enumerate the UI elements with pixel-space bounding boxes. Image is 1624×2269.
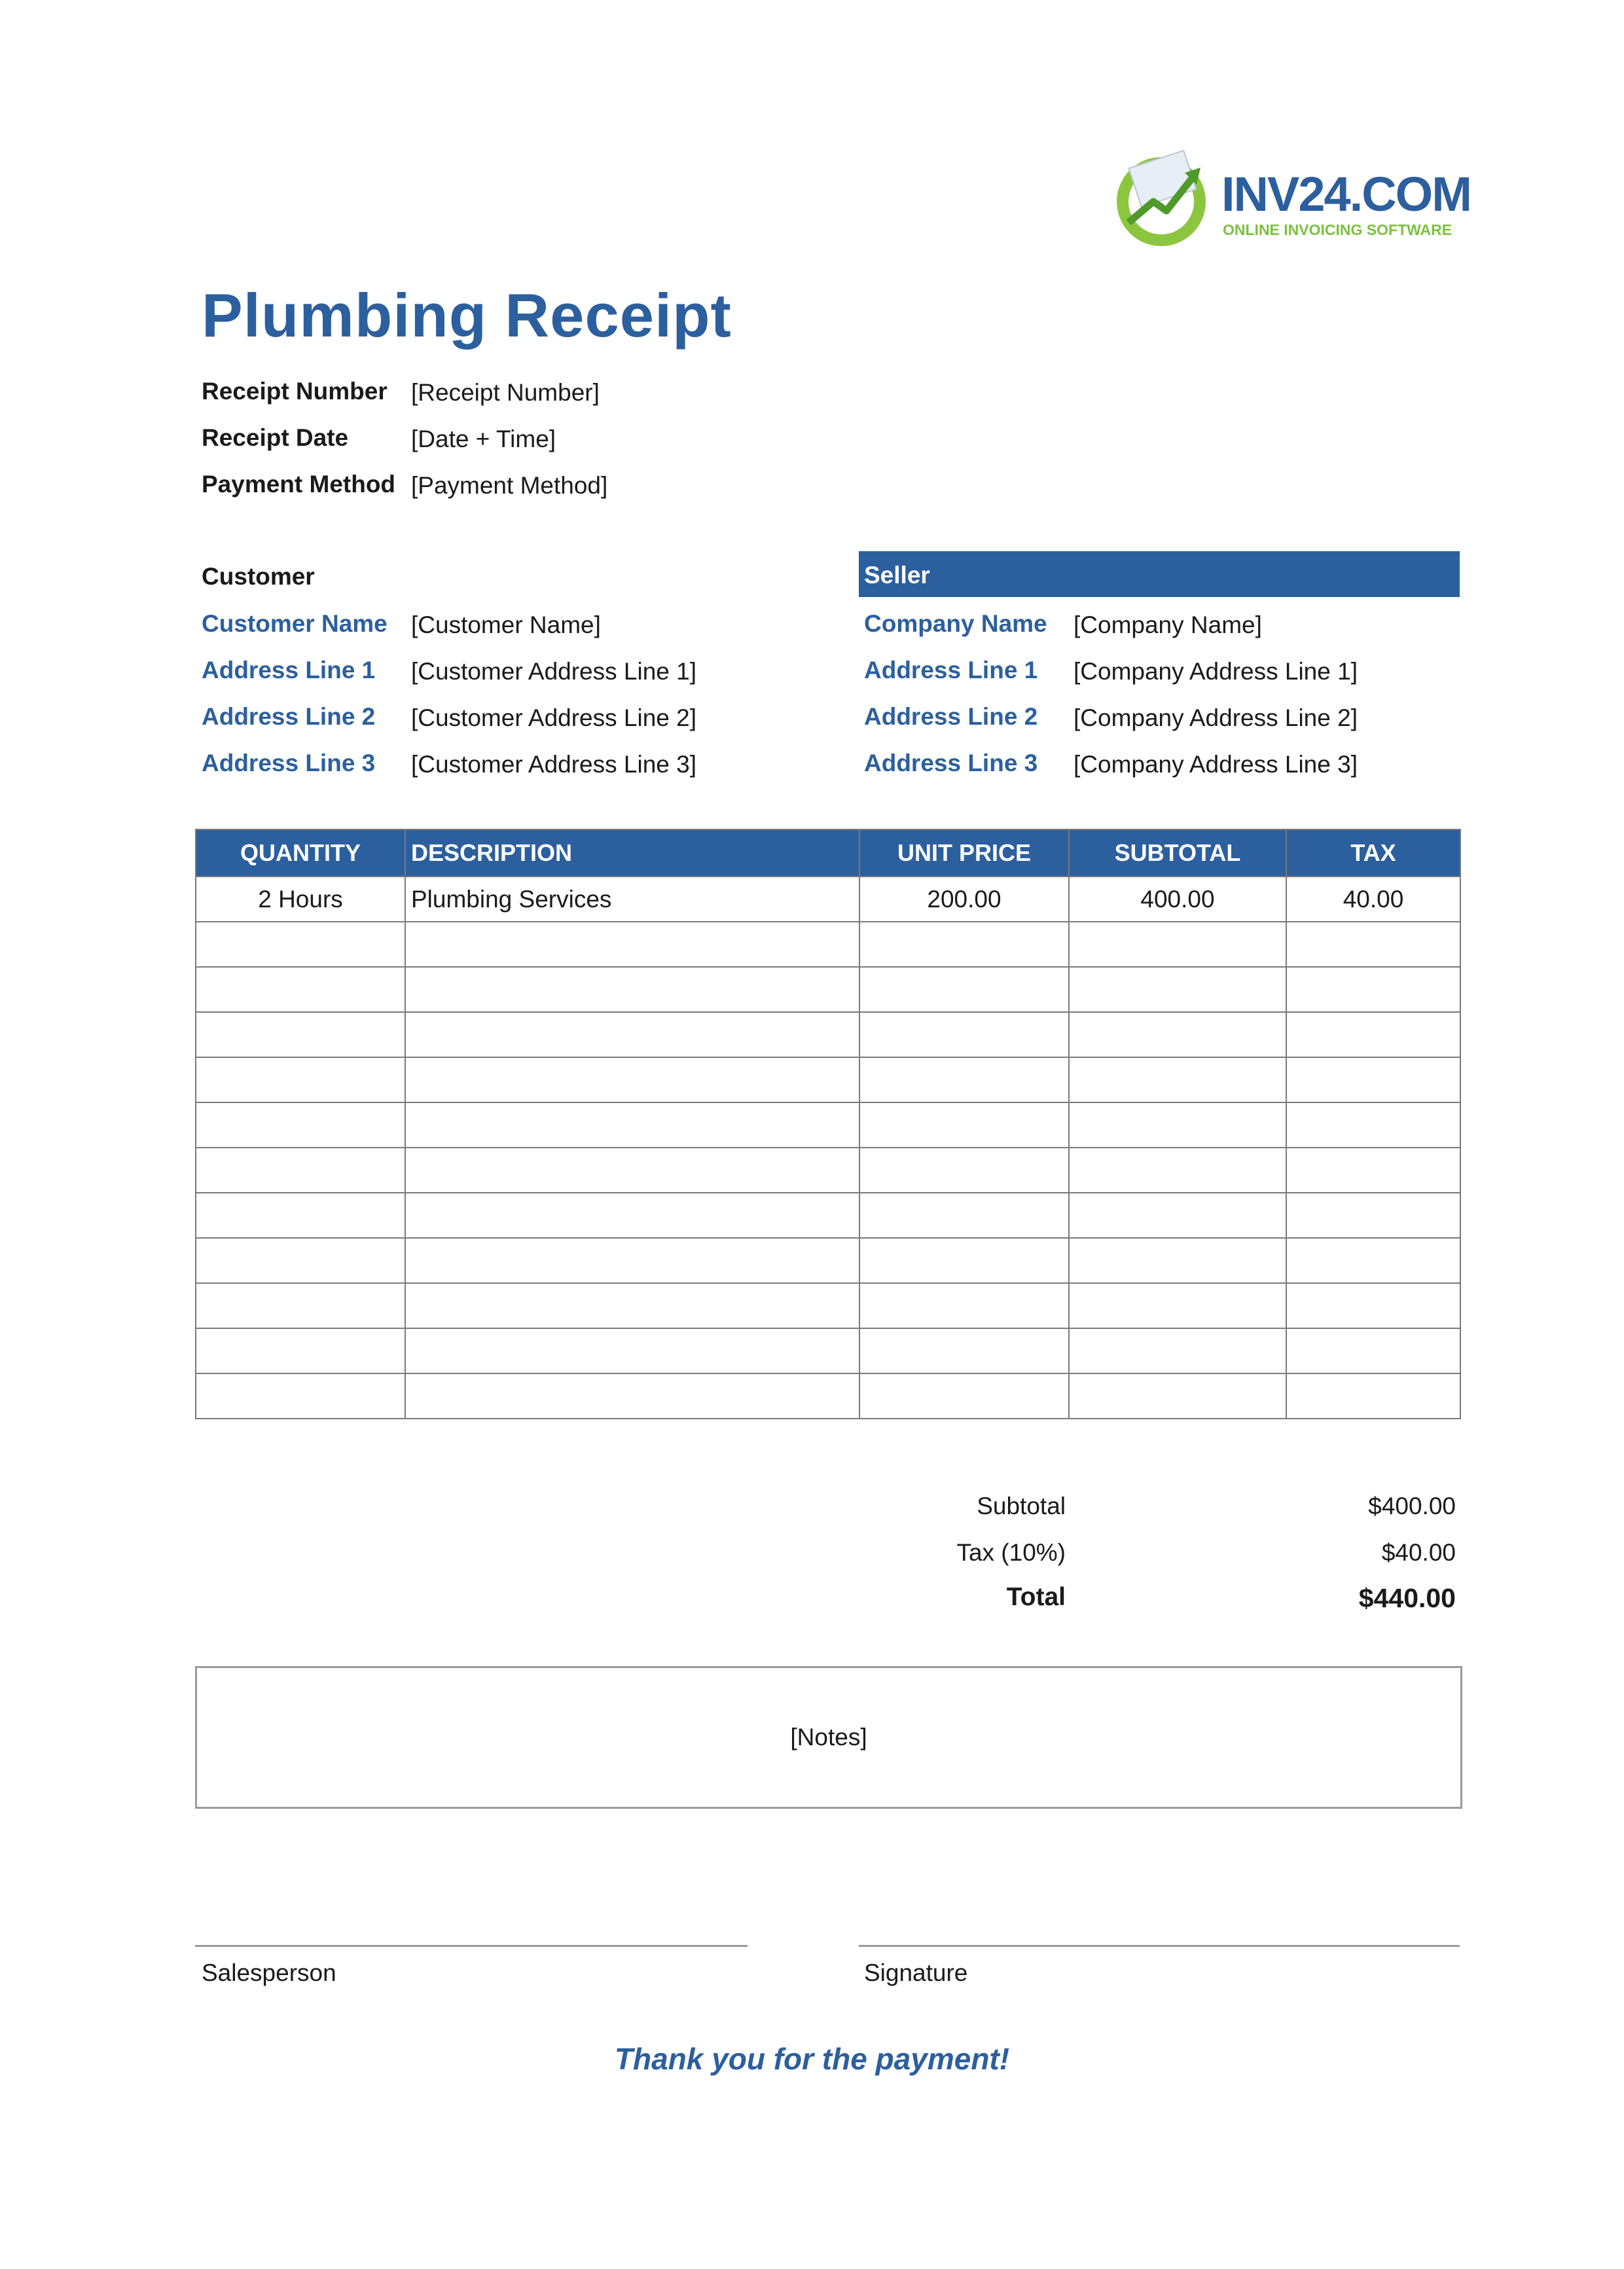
customer-name-value: [Customer Name] <box>411 611 601 638</box>
customer-address-3-value: [Customer Address Line 3] <box>411 751 696 778</box>
table-row <box>196 1193 1460 1238</box>
customer-address-1-label: Address Line 1 <box>202 657 376 683</box>
col-header-tax: TAX <box>1286 829 1460 877</box>
cell-unit-price <box>859 967 1069 1012</box>
table-row <box>196 1057 1460 1102</box>
cell-subtotal <box>1069 1283 1286 1328</box>
signature-line <box>859 1945 1460 1947</box>
cell-unit-price <box>859 1057 1069 1102</box>
cell-unit-price <box>859 1148 1069 1193</box>
customer-address-3-label: Address Line 3 <box>202 750 376 776</box>
table-row <box>196 1238 1460 1283</box>
customer-address-2-label: Address Line 2 <box>202 703 376 730</box>
table-row <box>196 877 1460 922</box>
receipt-number-value: [Receipt Number] <box>411 379 600 406</box>
cell-quantity <box>196 1328 405 1373</box>
cell-description <box>405 1238 859 1283</box>
table-row <box>196 967 1460 1012</box>
cell-unit-price <box>859 1193 1069 1238</box>
col-header-description: DESCRIPTION <box>405 829 859 877</box>
table-row <box>196 1373 1460 1419</box>
cell-description <box>405 1148 859 1193</box>
cell-description: Plumbing Services <box>405 877 859 922</box>
cell-unit-price <box>859 1328 1069 1373</box>
table-header-row <box>196 829 1460 877</box>
cell-tax <box>1286 1238 1460 1283</box>
notes-text: [Notes] <box>790 1724 867 1751</box>
cell-quantity <box>196 1238 405 1283</box>
company-name-value: [Company Name] <box>1074 611 1262 638</box>
receipt-number-label: Receipt Number <box>202 378 388 405</box>
seller-header: Seller <box>864 562 930 589</box>
cell-subtotal <box>1069 1373 1286 1419</box>
cell-description <box>405 1193 859 1238</box>
table-row <box>196 922 1460 967</box>
payment-method-label: Payment Method <box>202 471 396 498</box>
company-address-2-label: Address Line 2 <box>864 703 1038 730</box>
cell-description <box>405 1012 859 1057</box>
items-table <box>195 829 1461 1419</box>
cell-unit-price <box>859 1012 1069 1057</box>
total-label: Total <box>1006 1583 1066 1611</box>
cell-subtotal: 400.00 <box>1069 877 1286 922</box>
cell-tax <box>1286 1283 1460 1328</box>
subtotal-label: Subtotal <box>977 1493 1066 1519</box>
company-address-1-value: [Company Address Line 1] <box>1074 658 1358 685</box>
receipt-date-value: [Date + Time] <box>411 426 556 452</box>
inv24-logo <box>1109 149 1471 254</box>
cell-quantity <box>196 1057 405 1102</box>
cell-description <box>405 922 859 967</box>
table-row <box>196 1102 1460 1148</box>
cell-tax <box>1286 1373 1460 1419</box>
cell-quantity <box>196 1193 405 1238</box>
receipt-date-label: Receipt Date <box>202 424 349 451</box>
table-row <box>196 1148 1460 1193</box>
cell-tax <box>1286 1328 1460 1373</box>
subtotal-value: $400.00 <box>1368 1493 1456 1519</box>
cell-tax <box>1286 1102 1460 1148</box>
cell-tax <box>1286 1193 1460 1238</box>
cell-tax <box>1286 1012 1460 1057</box>
table-row <box>196 1328 1460 1373</box>
cell-tax <box>1286 922 1460 967</box>
table-row <box>196 1283 1460 1328</box>
cell-unit-price <box>859 1238 1069 1283</box>
cell-unit-price <box>859 922 1069 967</box>
cell-quantity <box>196 967 405 1012</box>
cell-subtotal <box>1069 1012 1286 1057</box>
notes-box <box>195 1666 1462 1809</box>
cell-tax <box>1286 1057 1460 1102</box>
company-address-3-value: [Company Address Line 3] <box>1074 751 1358 778</box>
total-value: $440.00 <box>1358 1583 1456 1613</box>
customer-name-label: Customer Name <box>202 610 388 637</box>
company-address-2-value: [Company Address Line 2] <box>1074 704 1358 731</box>
cell-quantity <box>196 1012 405 1057</box>
cell-description <box>405 1328 859 1373</box>
salesperson-line <box>195 1945 748 1947</box>
logo-name: INV24.COM <box>1221 167 1471 221</box>
cell-description <box>405 967 859 1012</box>
cell-description <box>405 1283 859 1328</box>
cell-quantity: 2 Hours <box>196 877 405 922</box>
col-header-subtotal: SUBTOTAL <box>1069 829 1286 877</box>
cell-quantity <box>196 1148 405 1193</box>
cell-tax <box>1286 1148 1460 1193</box>
company-address-3-label: Address Line 3 <box>864 750 1038 776</box>
cell-subtotal <box>1069 1148 1286 1193</box>
cell-subtotal <box>1069 1102 1286 1148</box>
cell-quantity <box>196 1102 405 1148</box>
col-header-quantity: QUANTITY <box>196 829 405 877</box>
cell-subtotal <box>1069 1057 1286 1102</box>
tax-value: $40.00 <box>1381 1539 1456 1566</box>
cell-subtotal <box>1069 1238 1286 1283</box>
payment-method-value: [Payment Method] <box>411 472 608 499</box>
logo-tagline: ONLINE INVOICING SOFTWARE <box>1223 221 1453 238</box>
customer-header: Customer <box>202 563 315 590</box>
customer-address-1-value: [Customer Address Line 1] <box>411 658 696 685</box>
cell-subtotal <box>1069 1328 1286 1373</box>
company-address-1-label: Address Line 1 <box>864 657 1038 683</box>
thank-you-message: Thank you for the payment! <box>614 2042 1010 2076</box>
company-name-label: Company Name <box>864 610 1047 637</box>
cell-tax <box>1286 967 1460 1012</box>
customer-address-2-value: [Customer Address Line 2] <box>411 704 696 731</box>
cell-description <box>405 1373 859 1419</box>
signature-label: Signature <box>864 1959 968 1986</box>
cell-description <box>405 1102 859 1148</box>
cell-subtotal <box>1069 922 1286 967</box>
cell-unit-price <box>859 1373 1069 1419</box>
cell-subtotal <box>1069 1193 1286 1238</box>
cell-description <box>405 1057 859 1102</box>
cell-unit-price <box>859 1283 1069 1328</box>
cell-unit-price: 200.00 <box>859 877 1069 922</box>
salesperson-label: Salesperson <box>202 1959 336 1986</box>
page-title: Plumbing Receipt <box>202 281 732 350</box>
seller-header-bar <box>859 551 1460 597</box>
cell-quantity <box>196 922 405 967</box>
cell-quantity <box>196 1283 405 1328</box>
cell-tax: 40.00 <box>1286 877 1460 922</box>
table-row <box>196 1012 1460 1057</box>
cell-subtotal <box>1069 967 1286 1012</box>
cell-unit-price <box>859 1102 1069 1148</box>
cell-quantity <box>196 1373 405 1419</box>
col-header-unit-price: UNIT PRICE <box>859 829 1069 877</box>
tax-label: Tax (10%) <box>956 1539 1066 1566</box>
